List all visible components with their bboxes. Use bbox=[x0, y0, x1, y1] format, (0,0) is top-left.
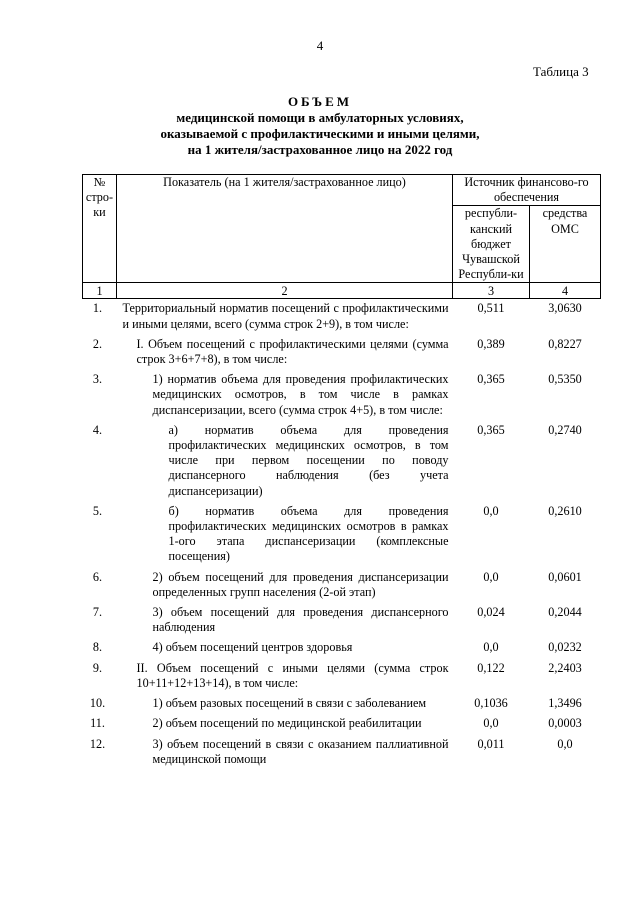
row-oms-value: 1,3496 bbox=[548, 696, 582, 711]
row-number: 9. bbox=[92, 660, 103, 675]
title-line-2: оказываемой с профилактическими и иными целями, bbox=[160, 126, 480, 141]
title-line-1: медицинской помощи в амбулаторных условиях, bbox=[176, 110, 464, 125]
row-indicator: I. Объем посещений с профилактическими целями (сумма строк 3+6+7+8), в том числе: bbox=[136, 336, 449, 367]
table-row bbox=[83, 335, 601, 370]
row-number: 6. bbox=[92, 569, 103, 584]
row-number: 3. bbox=[92, 372, 103, 387]
row-indicator: Территориальный норматив посещений с профилактическими и иными целями, всего (сумма строк 2+9), в том числе: bbox=[122, 301, 449, 331]
row-indicator: 3) объем посещений в связи с оказанием паллиативной медицинской помощи bbox=[152, 736, 449, 766]
row-oms-value: 0,0601 bbox=[548, 569, 582, 584]
table-row bbox=[83, 714, 601, 734]
row-number: 10. bbox=[89, 696, 106, 711]
row-oms-value: 0,5350 bbox=[548, 372, 582, 387]
row-number: 1. bbox=[92, 301, 103, 316]
header-funding-source: Источник финансово-го обеспечения bbox=[453, 175, 601, 206]
row-number: 8. bbox=[92, 640, 103, 655]
table-row bbox=[83, 735, 601, 770]
table-row bbox=[83, 568, 601, 603]
table-row bbox=[83, 603, 601, 638]
page-number: 4 bbox=[316, 38, 324, 53]
row-number: 7. bbox=[92, 605, 103, 620]
row-oms-value: 0,0 bbox=[557, 736, 573, 751]
row-number: 4. bbox=[92, 422, 103, 437]
table-row bbox=[83, 659, 601, 694]
row-indicator: 1) объем разовых посещений в связи с заболеванием bbox=[152, 696, 427, 711]
row-budget-value: 0,122 bbox=[477, 660, 505, 675]
row-budget-value: 0,024 bbox=[477, 605, 505, 620]
row-oms-value: 2,2403 bbox=[548, 660, 582, 675]
table-row bbox=[83, 421, 601, 502]
row-indicator: II. Объем посещений с иными целями (сумма строк 10+11+12+13+14), в том числе: bbox=[136, 660, 449, 690]
row-budget-value: 0,0 bbox=[483, 503, 499, 518]
title-main: ОБЪЕМ bbox=[287, 94, 353, 109]
row-number: 2. bbox=[92, 336, 103, 351]
row-oms-value: 0,2044 bbox=[548, 605, 582, 620]
row-indicator: 2) объем посещений для проведения диспансеризации определенных групп населения (2-ой этап) bbox=[152, 569, 449, 599]
header-oms: средства ОМС bbox=[530, 206, 601, 283]
row-indicator: 3) объем посещений для проведения диспансерного наблюдения bbox=[152, 605, 449, 635]
row-oms-value: 0,2610 bbox=[548, 503, 582, 518]
row-indicator: 1) норматив объема для проведения профилактических медицинских осмотров, в том числе в рамках диспансеризации, всего (сумма строк 4+5), в том числе: bbox=[152, 372, 449, 417]
table-row bbox=[83, 299, 601, 335]
volume-table bbox=[82, 174, 601, 770]
row-number: 12. bbox=[89, 736, 106, 751]
row-oms-value: 0,0003 bbox=[548, 716, 582, 731]
row-budget-value: 0,0 bbox=[483, 716, 499, 731]
row-oms-value: 0,8227 bbox=[548, 336, 582, 351]
header-indicator: Показатель (на 1 жителя/застрахованное лицо) bbox=[117, 175, 453, 283]
column-number: 4 bbox=[530, 283, 601, 299]
row-budget-value: 0,0 bbox=[483, 640, 499, 655]
row-number: 11. bbox=[90, 716, 105, 731]
table-row bbox=[83, 502, 601, 568]
row-budget-value: 0,511 bbox=[477, 301, 505, 316]
header-row-number: № стро-ки bbox=[83, 175, 117, 283]
document-title bbox=[0, 94, 640, 158]
row-budget-value: 0,365 bbox=[477, 422, 505, 437]
row-indicator: 2) объем посещений по медицинской реабилитации bbox=[152, 716, 422, 731]
table-row bbox=[83, 694, 601, 714]
row-indicator: б) норматив объема для проведения профилактических медицинских осмотров в рамках 1-ого этапа диспансеризации (комплексные посещения) bbox=[168, 503, 449, 564]
table-row bbox=[83, 370, 601, 421]
row-budget-value: 0,365 bbox=[477, 372, 505, 387]
row-budget-value: 0,389 bbox=[477, 336, 505, 351]
row-indicator: 4) объем посещений центров здоровья bbox=[152, 640, 353, 655]
column-number: 1 bbox=[83, 283, 117, 299]
row-indicator: а) норматив объема для проведения профилактических медицинских осмотров, в том числе при первом посещении по поводу диспансерного наблюдения (без учета диспансеризации) bbox=[168, 422, 449, 498]
row-budget-value: 0,011 bbox=[477, 736, 505, 751]
column-number: 2 bbox=[117, 283, 453, 299]
row-oms-value: 3,0630 bbox=[548, 301, 582, 316]
row-oms-value: 0,0232 bbox=[548, 640, 582, 655]
column-number: 3 bbox=[453, 283, 530, 299]
table-row bbox=[83, 638, 601, 658]
row-number: 5. bbox=[92, 503, 103, 518]
row-budget-value: 0,0 bbox=[483, 569, 499, 584]
table-caption: Таблица 3 bbox=[533, 64, 589, 79]
header-republic-budget: республи-канский бюджет Чувашской Республи-ки bbox=[453, 206, 530, 283]
row-oms-value: 0,2740 bbox=[548, 422, 582, 437]
title-line-3: на 1 жителя/застрахованное лицо на 2022 год bbox=[187, 142, 453, 157]
row-budget-value: 0,1036 bbox=[474, 696, 508, 711]
